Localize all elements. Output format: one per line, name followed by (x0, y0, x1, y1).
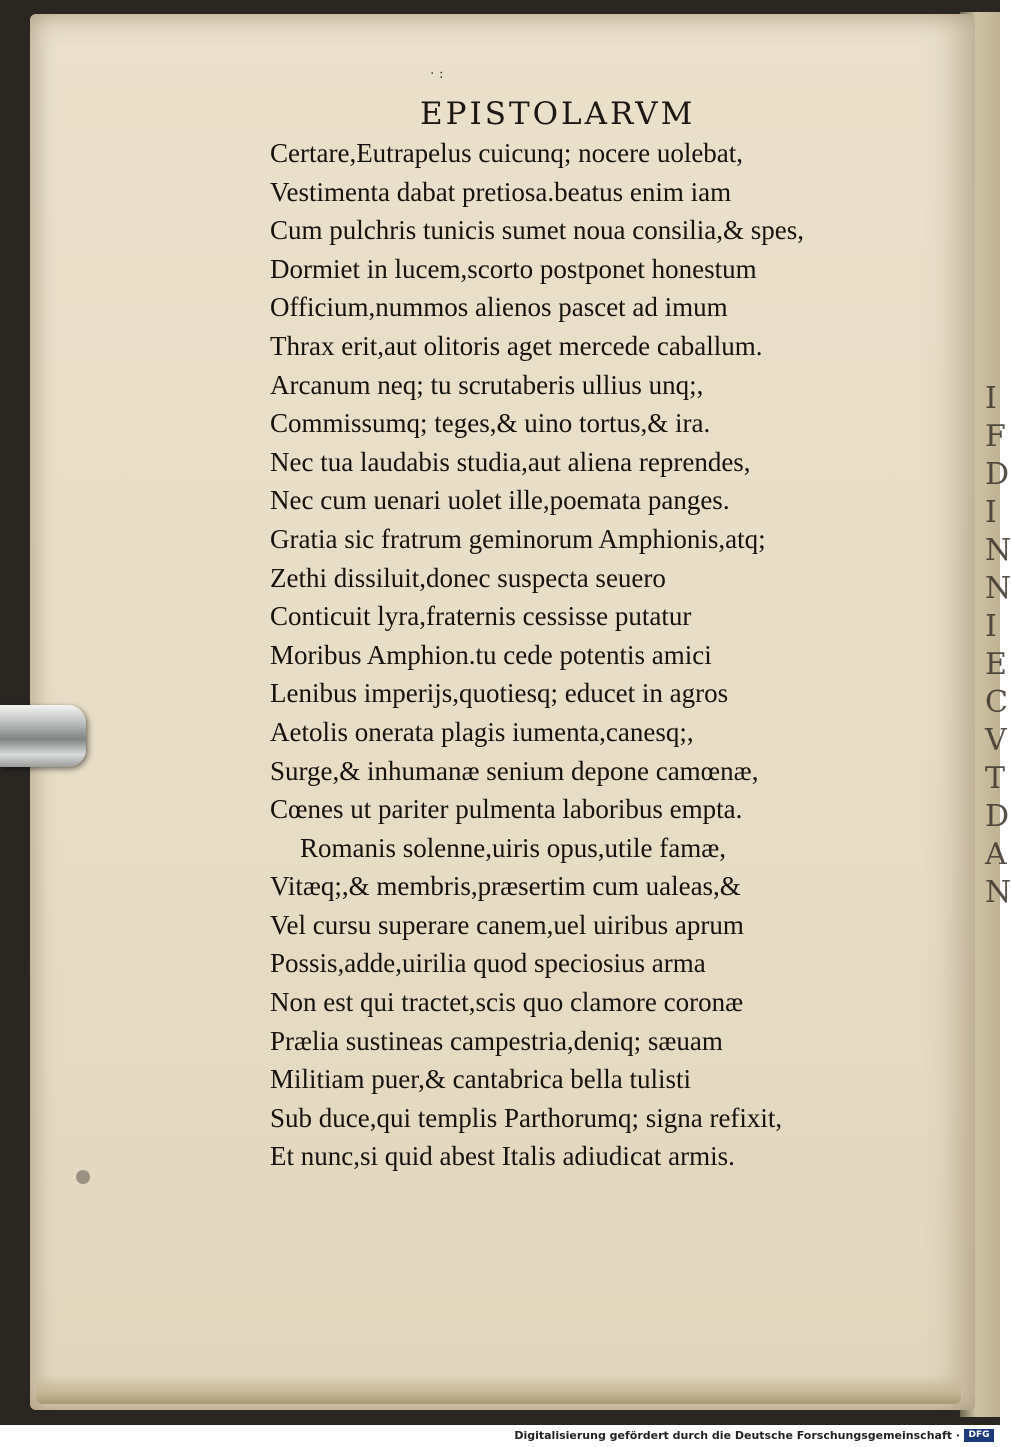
poem-line: Nec cum uenari uolet ille,poemata panges. (270, 485, 730, 516)
bleed-letter: N (985, 875, 1011, 910)
poem-line: Cœnes ut pariter pulmenta laboribus empta. (270, 794, 743, 825)
bleed-letter: V (985, 723, 1007, 758)
poem-line: Arcanum neq; tu scrutaberis ullius unq;, (270, 369, 704, 400)
poem-line: Et nunc,si quid abest Italis adiudicat armis. (270, 1141, 735, 1172)
head-mark: · : (430, 66, 444, 82)
poem-line: Possis,adde,uirilia quod speciosius arma (270, 948, 706, 979)
running-title: EPISTOLARVM (420, 96, 696, 132)
poem-line: Vitæq;,& membris,præsertim cum ualeas,& (270, 871, 741, 902)
poem-line: Sub duce,qui templis Parthorumq; signa refixit, (270, 1102, 783, 1133)
poem-line: Thrax erit,aut olitoris aget mercede caballum. (270, 330, 763, 361)
poem-line: Militiam puer,& cantabrica bella tulisti (270, 1064, 692, 1095)
poem-line: Nec tua laudabis studia,aut aliena reprendes, (270, 446, 751, 477)
poem-line: Prælia sustineas campestria,deniq; sæuam (270, 1025, 723, 1056)
poem-line: Cum pulchris tunicis sumet noua consilia,& spes, (270, 215, 804, 246)
bleed-letter: N (985, 571, 1011, 606)
bleed-letter: C (985, 685, 1008, 720)
poem-line: Conticuit lyra,fraternis cessisse putatur (270, 601, 692, 632)
poem-line: Surge,& inhumanæ senium depone camœnæ, (270, 755, 759, 786)
bleed-letter: T (985, 761, 1006, 796)
poem-line: Zethi dissiluit,donec suspecta seuero (270, 562, 666, 593)
poem-line: Certare,Eutrapelus cuicunq; nocere uolebat, (270, 138, 744, 168)
bleed-letter: E (985, 647, 1007, 682)
bleed-letter: A (985, 837, 1007, 872)
poem-line: Romanis solenne,uiris opus,utile famæ, (300, 832, 726, 863)
poem-line: Aetolis onerata plagis iumenta,canesq;, (270, 716, 694, 747)
poem-line: Dormiet in lucem,scorto postponet honestum (270, 253, 757, 284)
bleed-letter: I (985, 609, 997, 644)
page-bottom-edge (36, 1374, 961, 1404)
book-clamp (0, 705, 86, 767)
adjacent-page-letters (985, 380, 1011, 1180)
poem-line: Officium,nummos alienos pascet ad imum (270, 292, 728, 323)
dfg-logo: DFG (964, 1429, 994, 1442)
footer (0, 1425, 1000, 1447)
poem-text (270, 134, 890, 1176)
poem-line: Commissumq; teges,& uino tortus,& ira. (270, 408, 711, 439)
poem-line: Vestimenta dabat pretiosa.beatus enim iam (270, 176, 732, 207)
bleed-letter: N (985, 533, 1011, 568)
poem-line: Gratia sic fratrum geminorum Amphionis,atq; (270, 523, 766, 554)
bleed-letter: I (985, 381, 997, 416)
bleed-letter: D (985, 457, 1010, 492)
poem-line: Moribus Amphion.tu cede potentis amici (270, 639, 712, 670)
poem-line: Lenibus imperijs,quotiesq; educet in agros (270, 678, 729, 709)
footer-credit: Digitalisierung gefördert durch die Deutsche Forschungsgemeinschaft · (514, 1429, 960, 1442)
bleed-letter: I (985, 495, 997, 530)
poem-line: Vel cursu superare canem,uel uiribus aprum (270, 909, 744, 940)
bleed-letter: F (985, 419, 1006, 454)
page-blemish (76, 1170, 90, 1184)
poem-line: Non est qui tractet,scis quo clamore coronæ (270, 987, 744, 1018)
bleed-letter: D (985, 799, 1010, 834)
